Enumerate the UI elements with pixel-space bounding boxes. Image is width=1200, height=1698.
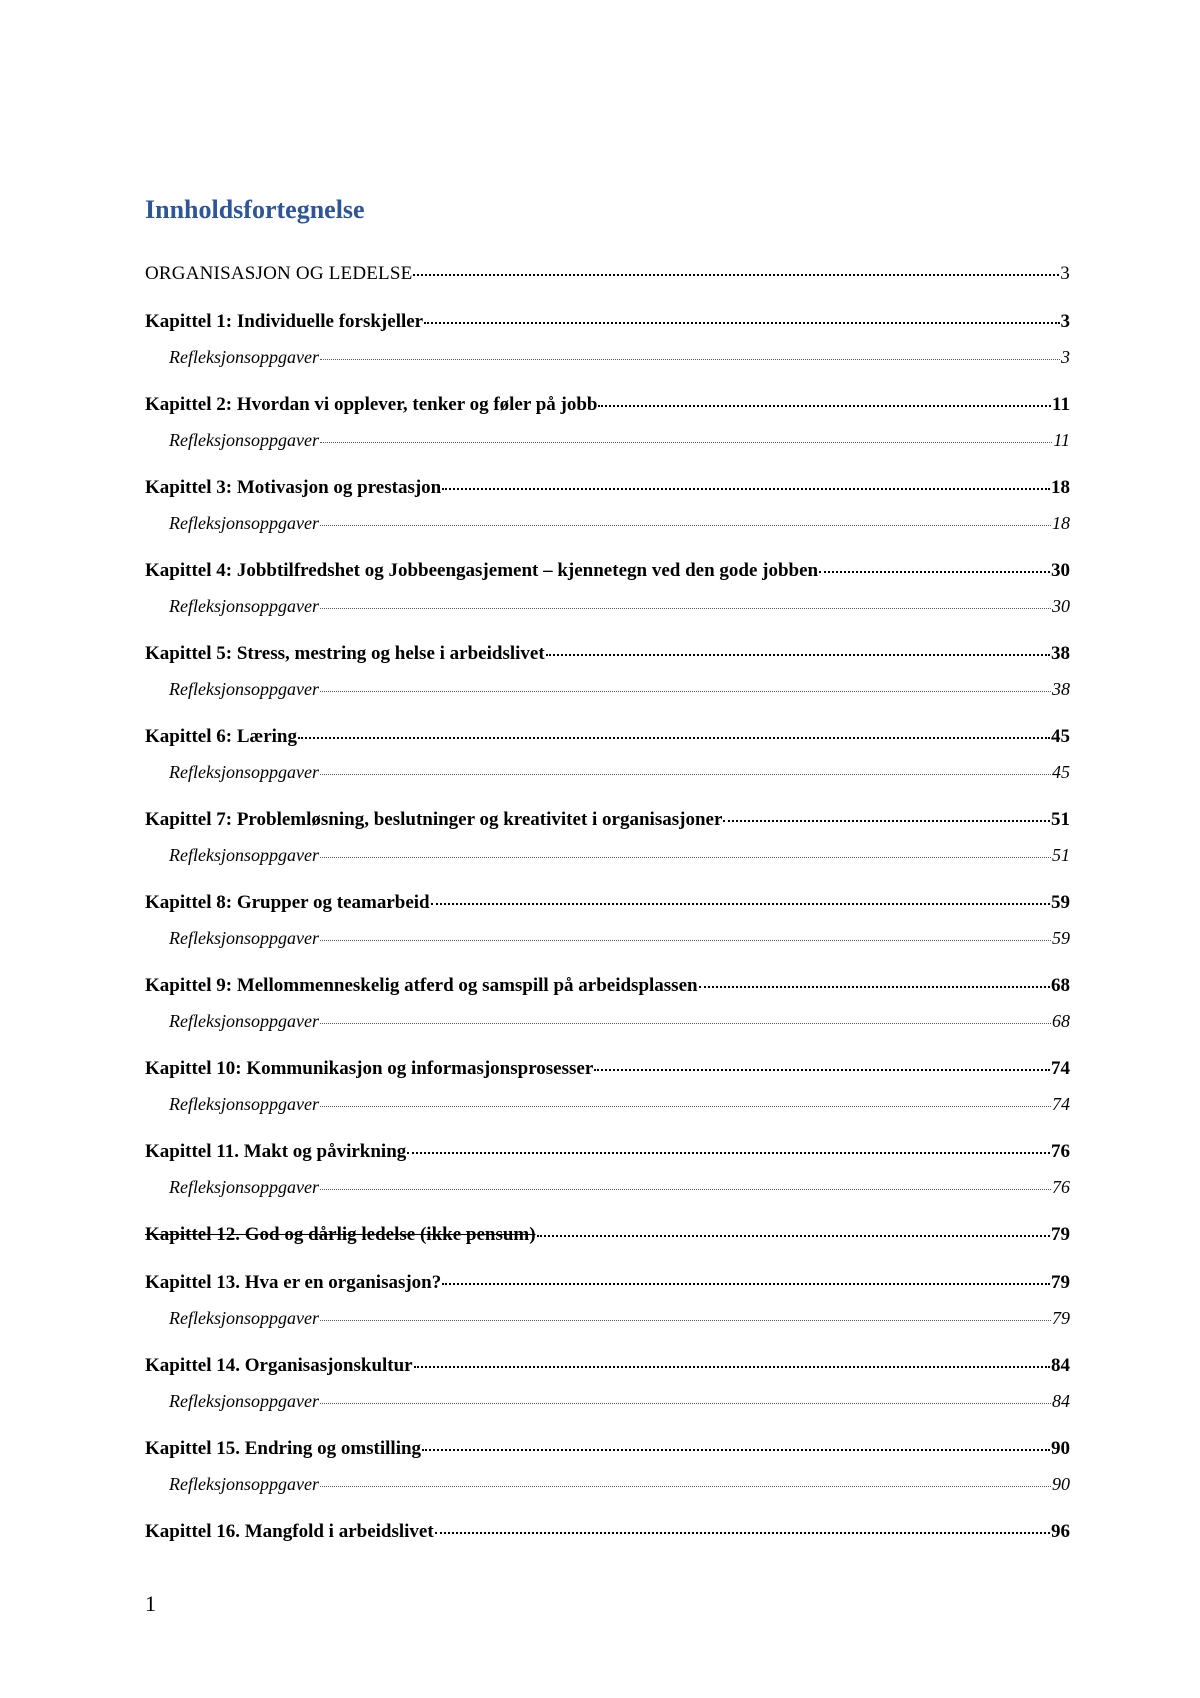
toc-entry-page: 79 xyxy=(1051,1272,1070,1293)
toc-dot-leader xyxy=(442,487,1050,490)
toc-dot-leader xyxy=(320,441,1052,443)
toc-dot-leader xyxy=(320,1402,1051,1404)
toc-entry-page: 76 xyxy=(1052,1177,1070,1197)
toc-entry-label: Refleksjonsoppgaver xyxy=(169,1474,319,1494)
toc-entry-label: Kapittel 15. Endring og omstilling xyxy=(145,1438,422,1459)
toc-entry-page: 59 xyxy=(1052,928,1070,948)
toc-entry-page: 45 xyxy=(1052,762,1070,782)
toc-dot-leader xyxy=(537,1234,1050,1237)
toc-entry-label: Refleksjonsoppgaver xyxy=(169,347,319,367)
toc-dot-leader xyxy=(546,653,1050,656)
toc-entry-label: Refleksjonsoppgaver xyxy=(169,1391,319,1411)
toc-entry-label: Refleksjonsoppgaver xyxy=(169,596,319,616)
toc-subentry[interactable] xyxy=(145,1472,1070,1496)
toc-entry-label: ORGANISASJON OG LEDELSE xyxy=(145,263,413,284)
toc-entry-label: Kapittel 3: Motivasjon og prestasjon xyxy=(145,477,442,498)
toc-dot-leader xyxy=(320,1022,1051,1024)
toc-subentry[interactable] xyxy=(145,1175,1070,1199)
toc-dot-leader xyxy=(723,819,1050,822)
toc-dot-leader xyxy=(320,856,1051,858)
table-of-contents xyxy=(145,262,1070,1544)
toc-entry-page: 68 xyxy=(1052,1011,1070,1031)
toc-entry[interactable] xyxy=(145,891,1070,915)
toc-dot-leader xyxy=(594,1068,1050,1071)
toc-entry-label: Kapittel 13. Hva er en organisasjon? xyxy=(145,1272,442,1293)
toc-entry-page: 84 xyxy=(1051,1355,1070,1376)
toc-entry-page: 38 xyxy=(1051,643,1070,664)
toc-entry-page: 79 xyxy=(1052,1308,1070,1328)
toc-entry-page: 84 xyxy=(1052,1391,1070,1411)
toc-entry-label: Refleksjonsoppgaver xyxy=(169,1308,319,1328)
toc-entry-page: 76 xyxy=(1051,1141,1070,1162)
toc-title: Innholdsfortegnelse xyxy=(145,195,365,224)
toc-subentry[interactable] xyxy=(145,511,1070,535)
toc-entry-label: Kapittel 6: Læring xyxy=(145,726,297,747)
toc-entry-label: Kapittel 12. God og dårlig ledelse (ikke pensum) xyxy=(145,1224,536,1245)
toc-subentry[interactable] xyxy=(145,1092,1070,1116)
toc-entry-label: Refleksjonsoppgaver xyxy=(169,1177,319,1197)
toc-entry-label: Kapittel 16. Mangfold i arbeidslivet xyxy=(145,1521,434,1542)
toc-entry-page: 3 xyxy=(1061,347,1070,367)
toc-dot-leader xyxy=(320,358,1060,360)
toc-entry[interactable] xyxy=(145,725,1070,749)
toc-entry-page: 30 xyxy=(1052,596,1070,616)
toc-entry-page: 74 xyxy=(1052,1094,1070,1114)
toc-entry[interactable] xyxy=(145,476,1070,500)
toc-dot-leader xyxy=(442,1282,1050,1285)
toc-entry-page: 68 xyxy=(1051,975,1070,996)
toc-subentry[interactable] xyxy=(145,760,1070,784)
toc-entry-label: Kapittel 8: Grupper og teamarbeid xyxy=(145,892,430,913)
toc-entry-page: 11 xyxy=(1052,394,1070,415)
toc-entry-label: Refleksjonsoppgaver xyxy=(169,762,319,782)
toc-entry-label: Refleksjonsoppgaver xyxy=(169,513,319,533)
toc-entry[interactable] xyxy=(145,974,1070,998)
toc-dot-leader xyxy=(320,1105,1051,1107)
toc-dot-leader xyxy=(598,404,1051,407)
toc-entry[interactable] xyxy=(145,1271,1070,1295)
toc-subentry[interactable] xyxy=(145,1009,1070,1033)
toc-dot-leader xyxy=(435,1531,1050,1534)
toc-entry[interactable] xyxy=(145,1140,1070,1164)
toc-entry-label: Refleksjonsoppgaver xyxy=(169,1011,319,1031)
toc-entry-page: 38 xyxy=(1052,679,1070,699)
toc-subentry[interactable] xyxy=(145,594,1070,618)
toc-entry-page: 79 xyxy=(1051,1224,1070,1245)
toc-dot-leader xyxy=(320,773,1051,775)
toc-dot-leader xyxy=(422,1448,1050,1451)
toc-entry-page: 45 xyxy=(1051,726,1070,747)
toc-entry[interactable] xyxy=(145,642,1070,666)
toc-dot-leader xyxy=(320,690,1051,692)
toc-entry-label: Kapittel 9: Mellommenneskelig atferd og samspill på arbeidsplassen xyxy=(145,975,698,996)
toc-entry[interactable] xyxy=(145,1354,1070,1378)
toc-entry-label: Refleksjonsoppgaver xyxy=(169,679,319,699)
toc-entry-page: 18 xyxy=(1052,513,1070,533)
toc-entry-page: 51 xyxy=(1051,809,1070,830)
toc-entry-page: 3 xyxy=(1060,263,1070,284)
toc-entry[interactable] xyxy=(145,310,1070,334)
toc-entry-label: Kapittel 7: Problemløsning, beslutninger og kreativitet i organisasjoner xyxy=(145,809,723,830)
toc-entry-label: Kapittel 11. Makt og påvirkning xyxy=(145,1141,407,1162)
toc-entry-page: 18 xyxy=(1051,477,1070,498)
toc-dot-leader xyxy=(320,1485,1051,1487)
toc-subentry[interactable] xyxy=(145,1389,1070,1413)
toc-subentry[interactable] xyxy=(145,843,1070,867)
toc-entry-page: 74 xyxy=(1051,1058,1070,1079)
toc-entry-page: 90 xyxy=(1052,1474,1070,1494)
toc-entry-label: Kapittel 2: Hvordan vi opplever, tenker og føler på jobb xyxy=(145,394,598,415)
toc-entry[interactable] xyxy=(145,262,1070,286)
toc-entry-page: 11 xyxy=(1053,430,1070,450)
toc-entry[interactable] xyxy=(145,808,1070,832)
toc-entry[interactable] xyxy=(145,393,1070,417)
toc-entry-label: Kapittel 4: Jobbtilfredshet og Jobbeengasjement – kjennetegn ved den gode jobben xyxy=(145,560,819,581)
toc-dot-leader xyxy=(320,524,1051,526)
toc-dot-leader xyxy=(320,1188,1051,1190)
toc-entry[interactable] xyxy=(145,559,1070,583)
toc-dot-leader xyxy=(407,1151,1050,1154)
toc-entry-page: 59 xyxy=(1051,892,1070,913)
toc-entry-label: Kapittel 10: Kommunikasjon og informasjonsprosesser xyxy=(145,1058,594,1079)
toc-entry-page: 96 xyxy=(1051,1521,1070,1542)
toc-entry-page: 3 xyxy=(1060,311,1070,332)
toc-dot-leader xyxy=(699,985,1050,988)
toc-entry-page: 51 xyxy=(1052,845,1070,865)
toc-dot-leader xyxy=(424,321,1059,324)
toc-entry[interactable] xyxy=(145,1520,1070,1544)
toc-entry-label: Kapittel 14. Organisasjonskultur xyxy=(145,1355,413,1376)
toc-subentry[interactable] xyxy=(145,677,1070,701)
toc-dot-leader xyxy=(413,273,1059,276)
toc-entry-label: Refleksjonsoppgaver xyxy=(169,845,319,865)
toc-dot-leader xyxy=(320,607,1051,609)
toc-entry-label: Kapittel 1: Individuelle forskjeller xyxy=(145,311,424,332)
toc-dot-leader xyxy=(320,939,1051,941)
toc-dot-leader xyxy=(819,570,1050,573)
toc-entry[interactable] xyxy=(145,1057,1070,1081)
toc-entry-label: Refleksjonsoppgaver xyxy=(169,1094,319,1114)
toc-entry-page: 90 xyxy=(1051,1438,1070,1459)
toc-subentry[interactable] xyxy=(145,428,1070,452)
toc-entry-label: Kapittel 5: Stress, mestring og helse i arbeidslivet xyxy=(145,643,545,664)
toc-dot-leader xyxy=(320,1319,1051,1321)
toc-subentry[interactable] xyxy=(145,926,1070,950)
toc-entry-page: 30 xyxy=(1051,560,1070,581)
toc-subentry[interactable] xyxy=(145,345,1070,369)
toc-dot-leader xyxy=(414,1365,1050,1368)
toc-dot-leader xyxy=(431,902,1050,905)
toc-entry[interactable] xyxy=(145,1223,1070,1247)
toc-entry-label: Refleksjonsoppgaver xyxy=(169,430,319,450)
page-number: 1 xyxy=(145,1591,156,1616)
toc-dot-leader xyxy=(298,736,1050,739)
toc-subentry[interactable] xyxy=(145,1306,1070,1330)
toc-entry[interactable] xyxy=(145,1437,1070,1461)
toc-entry-label: Refleksjonsoppgaver xyxy=(169,928,319,948)
